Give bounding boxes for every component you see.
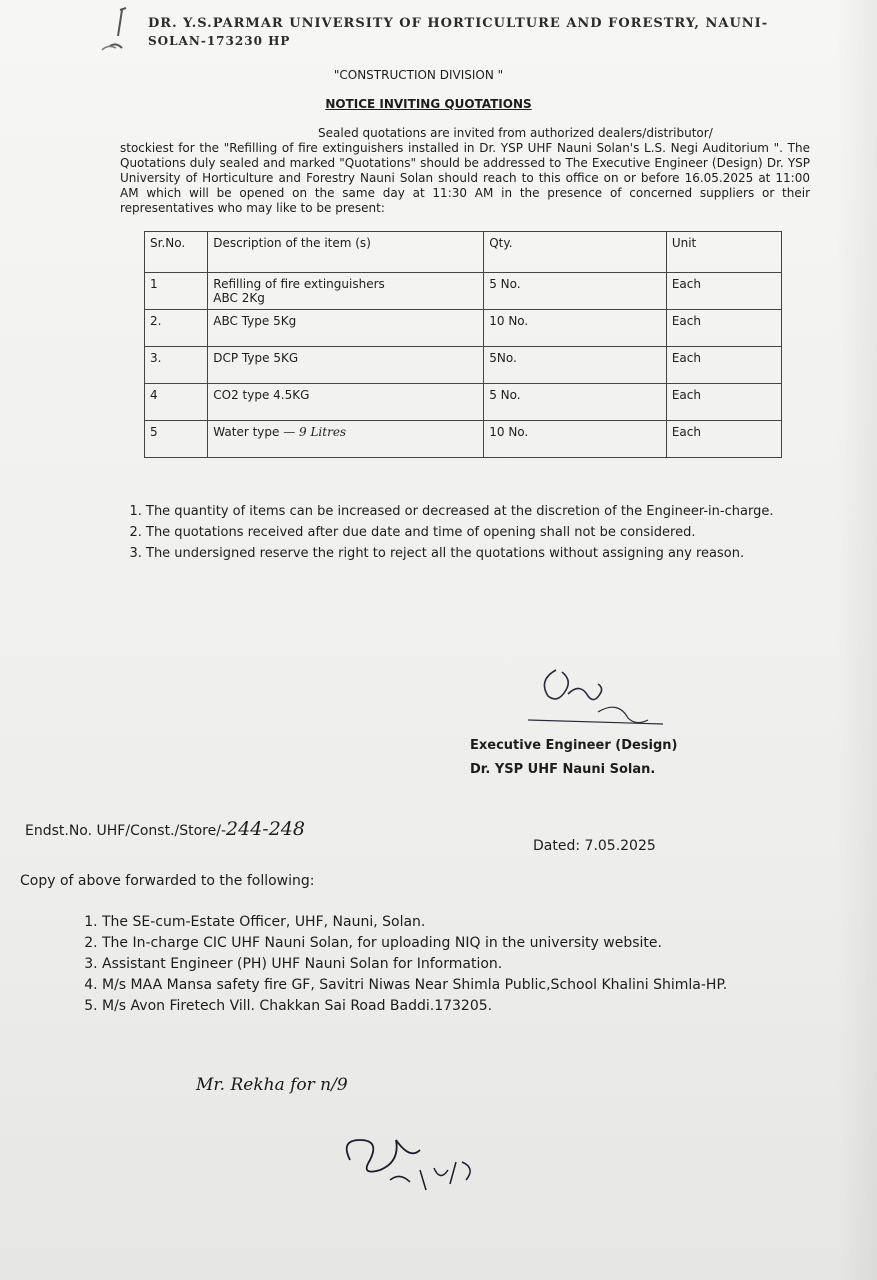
cell-sr: 4: [145, 384, 208, 421]
dated-value: 7.05.2025: [584, 838, 656, 854]
cell-desc: CO2 type 4.5KG: [208, 384, 484, 421]
copy-forwarded-intro: Copy of above forwarded to the following:: [20, 873, 315, 889]
receiving-signature: [330, 1110, 510, 1210]
cell-sr: 1: [145, 273, 208, 310]
cell-unit: Each: [666, 273, 781, 310]
cell-sr: 5: [145, 421, 208, 458]
cell-qty: 5 No.: [484, 273, 667, 310]
cell-desc-handwritten: — 9 Litres: [283, 425, 347, 439]
cell-unit: Each: [666, 347, 781, 384]
items-table: [144, 231, 782, 458]
handwritten-note: Mr. Rekha for n/9: [196, 1075, 348, 1095]
table-row: [145, 384, 782, 421]
page-shadow: [837, 0, 877, 1280]
cell-desc-line2: ABC 2Kg: [213, 291, 265, 305]
dated-line: [533, 838, 656, 854]
header-unit: Unit: [666, 232, 781, 273]
notice-title: NOTICE INVITING QUOTATIONS: [325, 97, 532, 111]
copy-recipients-list: [70, 912, 877, 1017]
signatory-title: Executive Engineer (Design): [470, 738, 678, 753]
university-name-line2: SOLAN-173230 HP: [148, 34, 291, 48]
table-row: [145, 310, 782, 347]
list-item: 3. Assistant Engineer (PH) UHF Nauni Solan for Information.: [102, 954, 877, 975]
cell-desc-typed: Water type: [213, 425, 280, 439]
cell-unit: Each: [666, 384, 781, 421]
cell-desc: ABC Type 5Kg: [208, 310, 484, 347]
cell-sr: 3.: [145, 347, 208, 384]
conditions-list: [120, 502, 866, 565]
cell-desc: DCP Type 5KG: [208, 347, 484, 384]
table-row: [145, 347, 782, 384]
intro-first-line: Sealed quotations are invited from authorized dealers/distributor/: [318, 126, 713, 140]
cell-qty: 10 No.: [484, 310, 667, 347]
list-item: 5. M/s Avon Firetech Vill. Chakkan Sai Road Baddi.173205.: [102, 996, 877, 1017]
cell-unit: Each: [666, 310, 781, 347]
header-description: Description of the item (s): [208, 232, 484, 273]
header-sr-no: Sr.No.: [145, 232, 208, 273]
cell-desc: [208, 273, 484, 310]
condition-item: 3. The undersigned reserve the right to reject all the quotations without assigning any reason.: [146, 544, 866, 563]
list-item: 1. The SE-cum-Estate Officer, UHF, Nauni, Solan.: [102, 912, 877, 933]
cell-sr: 2.: [145, 310, 208, 347]
endorsement-number: [25, 818, 305, 840]
cell-qty: 5 No.: [484, 384, 667, 421]
cell-qty: 10 No.: [484, 421, 667, 458]
endst-number: 244-248: [226, 818, 305, 840]
intro-paragraph: [120, 126, 810, 216]
cell-unit: Each: [666, 421, 781, 458]
table-row: [145, 273, 782, 310]
condition-item: 2. The quotations received after due date and time of opening shall not be considered.: [146, 523, 866, 542]
endst-label: Endst.No. UHF/Const./Store/-: [25, 823, 227, 839]
signatory-block: [470, 734, 678, 782]
list-item: 2. The In-charge CIC UHF Nauni Solan, for uploading NIQ in the university website.: [102, 933, 877, 954]
condition-item: 1. The quantity of items can be increased or decreased at the discretion of the Engineer-in-charge.: [146, 502, 866, 521]
table-header-row: [145, 232, 782, 273]
signatory-org: Dr. YSP UHF Nauni Solan.: [470, 762, 656, 777]
table-row: [145, 421, 782, 458]
dated-label: Dated:: [533, 838, 581, 854]
cell-qty: 5No.: [484, 347, 667, 384]
list-item: 4. M/s MAA Mansa safety fire GF, Savitri Niwas Near Shimla Public,School Khalini Shimla-HP.: [102, 975, 877, 996]
division-title: "CONSTRUCTION DIVISION ": [333, 68, 504, 82]
cell-desc-line1: Refilling of fire extinguishers: [213, 277, 385, 291]
engineer-signature: [528, 660, 668, 740]
university-logo-icon: [100, 6, 140, 58]
intro-body: stockiest for the "Refilling of fire extinguishers installed in Dr. YSP UHF Nauni Solan's L.S. Negi Auditorium ". The Quotations duly sealed and marked "Quotations" should be addressed to The Executive Engineer (Design) Dr. YSP University of Horticulture and Forestry Nauni Solan should reach to this office on or before 16.05.2025 at 11:00 AM which will be opened on the same day at 11:30 AM in the presence of concerned suppliers or their representatives who may like to be present:: [120, 141, 810, 215]
header-qty: Qty.: [484, 232, 667, 273]
cell-desc: [208, 421, 484, 458]
university-name-line1: DR. Y.S.PARMAR UNIVERSITY OF HORTICULTURE AND FORESTRY, NAUNI-: [148, 16, 769, 31]
